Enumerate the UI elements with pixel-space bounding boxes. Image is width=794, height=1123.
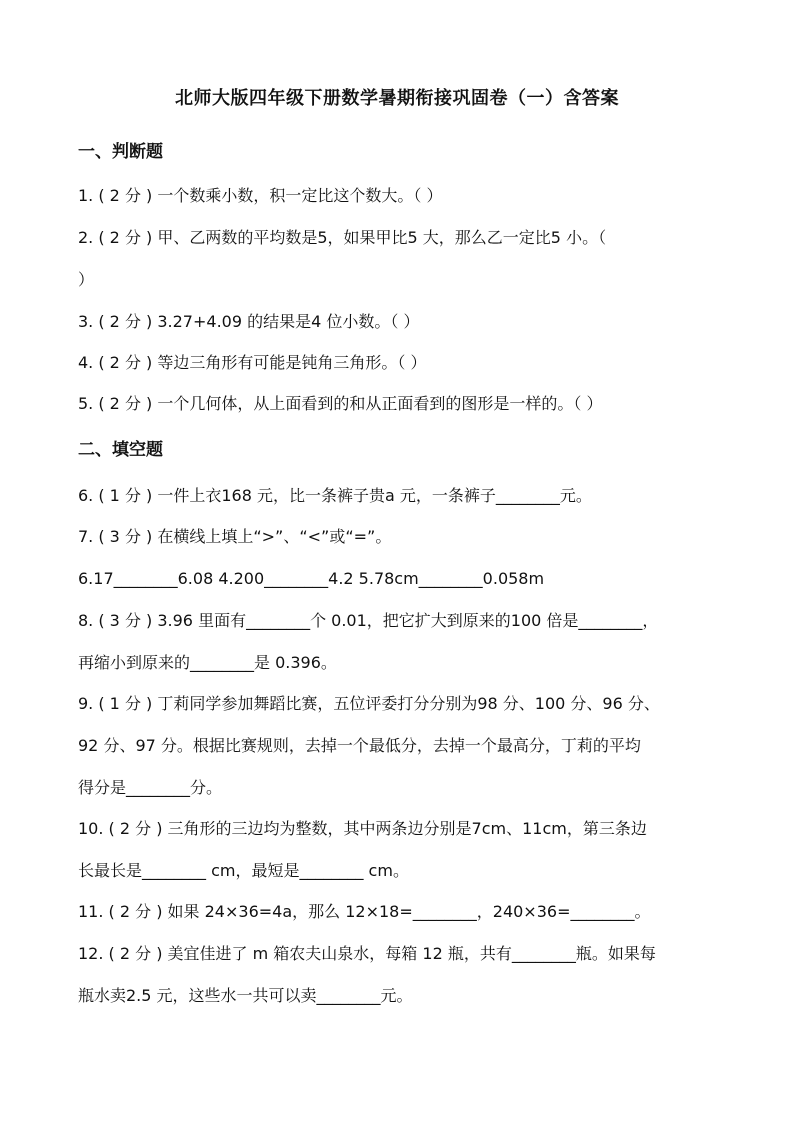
question-9-line-2: 92 分、97 分。根据比赛规则，去掉一个最低分，去掉一个最高分，丁莉的平均 <box>78 736 641 755</box>
question-3: 3. ( 2 分 ) 3.27+4.09 的结果是4 位小数。（ ） <box>78 312 420 331</box>
question-4: 4. ( 2 分 ) 等边三角形有可能是钝角三角形。（ ） <box>78 353 427 372</box>
section-heading-fill-in: 二、填空题 <box>78 440 163 460</box>
question-2-line-1: 2. ( 2 分 ) 甲、乙两数的平均数是5，如果甲比5 大，那么乙一定比5 小。（ <box>78 228 607 247</box>
question-7-line-2: 6.17________6.08 4.200________4.2 5.78cm________0.058m <box>78 569 545 588</box>
question-8-line-2: 再缩小到原来的________是 0.396。 <box>78 653 337 672</box>
question-10-line-1: 10. ( 2 分 ) 三角形的三边均为整数，其中两条边分别是7cm、11cm，第三条边 <box>78 819 647 838</box>
question-12-line-1: 12. ( 2 分 ) 美宜佳进了 m 箱农夫山泉水，每箱 12 瓶，共有________瓶。如果每 <box>78 944 656 963</box>
section-heading-judgment: 一、判断题 <box>78 142 163 162</box>
question-9-line-1: 9. ( 1 分 ) 丁莉同学参加舞蹈比赛，五位评委打分分别为98 分、100 分、96 分、 <box>78 694 660 713</box>
question-11: 11. ( 2 分 ) 如果 24×36=4a，那么 12×18=________，240×36=________。 <box>78 902 651 921</box>
question-6: 6. ( 1 分 ) 一件上衣168 元，比一条裤子贵a 元，一条裤子________元。 <box>78 486 592 505</box>
question-1: 1. ( 2 分 ) 一个数乘小数，积一定比这个数大。（ ） <box>78 186 443 205</box>
question-5: 5. ( 2 分 ) 一个几何体，从上面看到的和从正面看到的图形是一样的。（ ） <box>78 394 603 413</box>
question-9-line-3: 得分是________分。 <box>78 778 223 797</box>
question-12-line-2: 瓶水卖2.5 元，这些水一共可以卖________元。 <box>78 986 413 1005</box>
question-8-line-1: 8. ( 3 分 ) 3.96 里面有________个 0.01，把它扩大到原来的100 倍是________， <box>78 611 659 630</box>
document-title: 北师大版四年级下册数学暑期衔接巩固卷（一）含答案 <box>175 88 619 109</box>
question-10-line-2: 长最长是________ cm，最短是________ cm。 <box>78 861 409 880</box>
question-2-line-2: ） <box>78 270 95 289</box>
question-7-line-1: 7. ( 3 分 ) 在横线上填上“>”、“<”或“=”。 <box>78 527 392 546</box>
